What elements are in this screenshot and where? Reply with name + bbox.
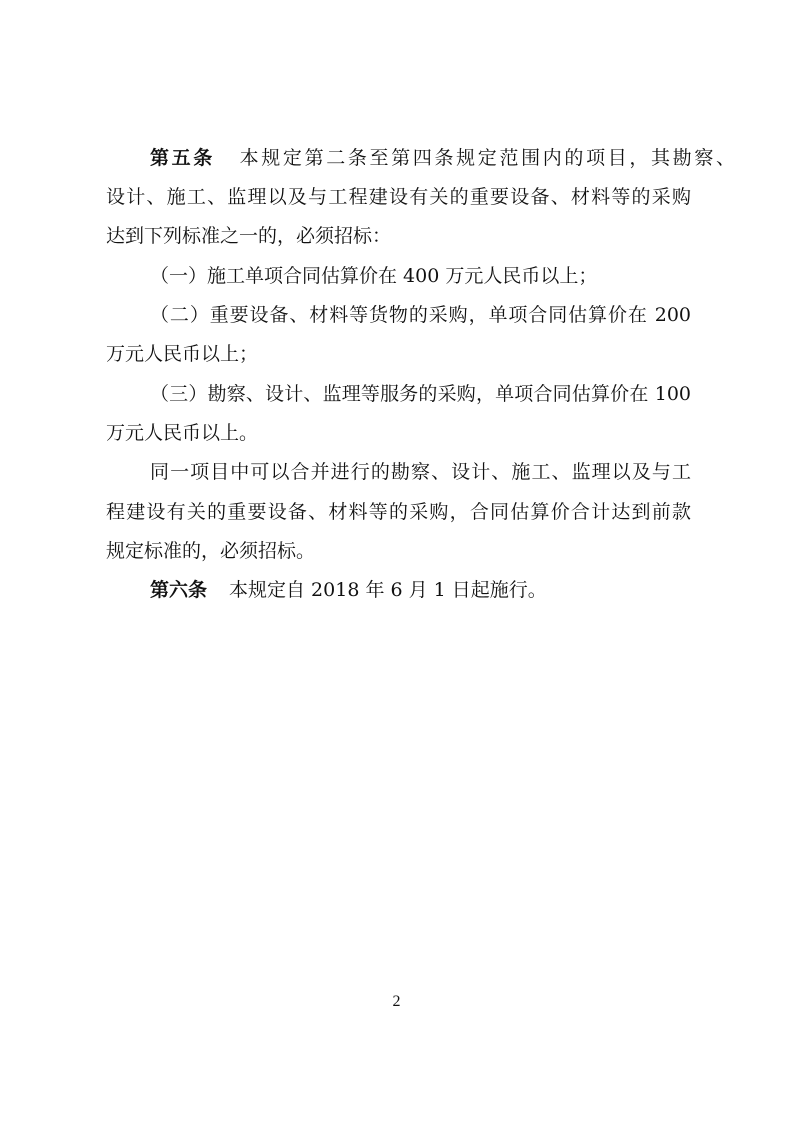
- article-6-line: [150, 579, 735, 601]
- article-5-line-1: [150, 147, 735, 169]
- item-2-line-1: （二）重要设备、材料等货物的采购，单项合同估算价在 200: [150, 304, 691, 326]
- item-3-line-2: 万元人民币以上。: [106, 422, 259, 444]
- item-1: （一）施工单项合同估算价在 400 万元人民币以上；: [150, 265, 598, 287]
- article-6-heading: 第六条: [150, 579, 208, 601]
- item-2-line-2: 万元人民币以上；: [106, 343, 259, 365]
- article-6-text: 本规定自 2018 年 6 月 1 日起施行。: [229, 579, 547, 601]
- article-5-line-3: 达到下列标准之一的，必须招标：: [106, 225, 392, 247]
- combined-procurement-line-3: 规定标准的，必须招标。: [106, 540, 316, 562]
- combined-procurement-line-1: 同一项目中可以合并进行的勘察、设计、施工、监理以及与工: [150, 461, 691, 483]
- combined-procurement-line-2: 程建设有关的重要设备、材料等的采购，合同估算价合计达到前款: [106, 501, 691, 523]
- article-5-text: 本规定第二条至第四条规定范围内的项目，其勘察、: [236, 147, 735, 169]
- item-3-line-1: （三）勘察、设计、监理等服务的采购，单项合同估算价在 100: [150, 383, 691, 405]
- page-number: 2: [392, 993, 401, 1010]
- article-5-heading: 第五条: [150, 147, 215, 169]
- article-5-line-2: 设计、施工、监理以及与工程建设有关的重要设备、材料等的采购: [106, 186, 691, 208]
